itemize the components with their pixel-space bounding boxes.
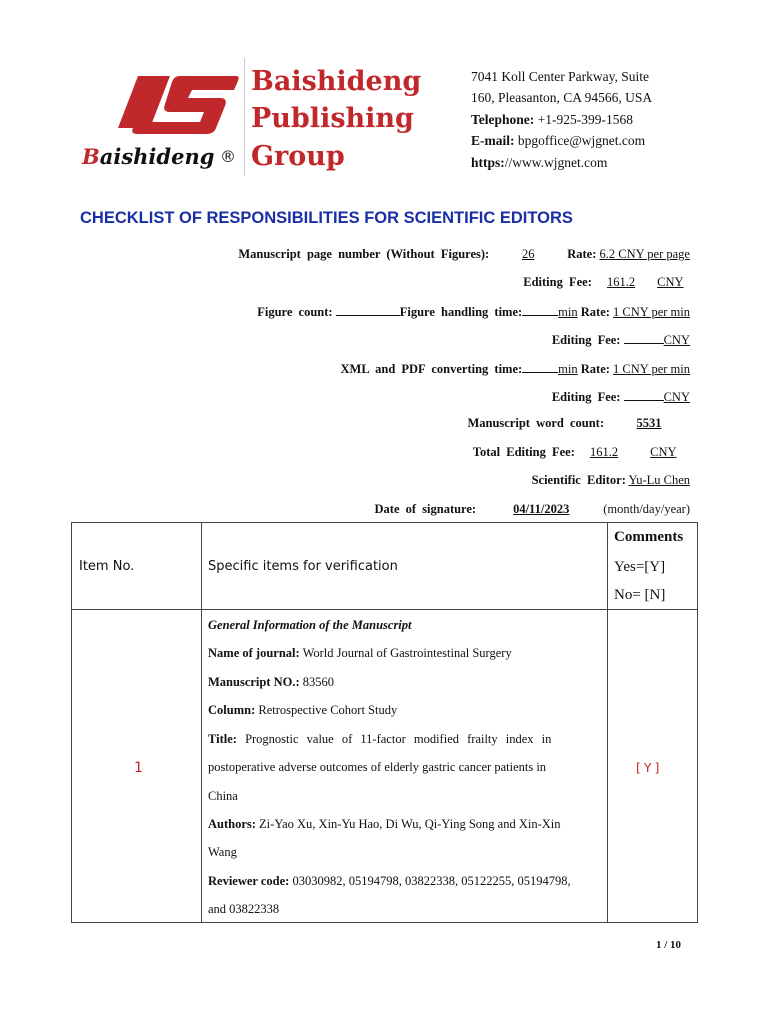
telephone-value: +1-925-399-1568 [537, 112, 633, 127]
row-comment-value: [Y] [636, 760, 663, 775]
logo-divider [244, 58, 245, 176]
column-line [208, 704, 397, 717]
figure-count-label: Figure count: [257, 305, 333, 319]
editing-fee-value: 161.2 CNY [607, 275, 684, 289]
authors-line-2: Wang [208, 845, 237, 859]
editing-fee-2-value [624, 332, 664, 344]
authors-line-1: Authors: Zi-Yao Xu, Xin-Yu Hao, Di Wu, Qi-Ying Song and Xin-Xin [208, 817, 561, 831]
website-link[interactable]: //www.wjgnet.com [504, 155, 608, 170]
row-section-title: General Information of the Manuscript [208, 618, 412, 632]
figure-handling-label: Figure handling time: [399, 305, 523, 319]
journal-label: Name of journal: [208, 646, 300, 660]
header-yes: Yes=[Y] [614, 559, 666, 575]
logo-wordmark: Baishideng [82, 144, 215, 169]
registered-trademark-icon: ® [220, 147, 236, 166]
column-value: Retrospective Cohort Study [258, 703, 398, 717]
verification-table [71, 522, 698, 923]
baishideng-logo-icon [108, 70, 240, 142]
word-count-label: Manuscript word count: [467, 416, 604, 430]
header-comments: Comments [614, 529, 684, 545]
authors-label: Authors: [208, 817, 256, 831]
signature-date-line [375, 503, 691, 516]
header-item-no: Item No. [79, 559, 135, 574]
signature-date-label: Date of signature: [374, 502, 477, 516]
reviewer-code-label: Reviewer code: [208, 874, 290, 888]
manuscript-no-line [208, 676, 334, 689]
email-link[interactable]: bpgoffice@wjgnet.com [517, 133, 646, 148]
signature-date-value: 04/11/2023 [513, 502, 570, 516]
xml-pdf-label: XML and PDF converting time: [340, 362, 523, 376]
editing-fee-label: Editing Fee: [523, 275, 592, 289]
figure-rate-value: 1 CNY per min [613, 305, 690, 319]
editing-fee-line-3: Editing Fee: CNY [551, 390, 690, 404]
word-count-line [467, 417, 694, 430]
telephone-label: Telephone: [471, 112, 535, 127]
total-fee-line [473, 446, 690, 459]
figure-min-unit: min [558, 305, 578, 319]
figure-line: Figure count: Figure handling time: min Rate: 1 CNY per min [257, 305, 690, 319]
xml-pdf-line: XML and PDF converting time: min Rate: 1 CNY per min [340, 362, 690, 376]
xml-rate-value: 1 CNY per min [613, 362, 690, 376]
figure-count-value [336, 304, 400, 316]
header-specific-items: Specific items for verification [208, 559, 398, 574]
total-fee-value: 161.2 CNY [590, 445, 677, 459]
page-number: 1 / 10 [656, 939, 682, 951]
logo-text-line2: Publishing [251, 103, 414, 134]
website-line [471, 156, 607, 170]
row-number: 1 [134, 760, 143, 776]
rate-label: Rate: [567, 247, 597, 261]
journal-value: World Journal of Gastrointestinal Surgery [302, 646, 512, 660]
manuscript-no-value: 83560 [302, 675, 335, 689]
email-label: E-mail: [471, 133, 515, 148]
address-line-1: 7041 Koll Center Parkway, Suite [471, 69, 649, 84]
manuscript-title-line-3: China [208, 789, 238, 803]
journal-line [208, 647, 512, 660]
scientific-editor-line [532, 474, 690, 487]
manuscript-no-label: Manuscript NO.: [208, 675, 300, 689]
reviewer-code-line-1: Reviewer code: 03030982, 05194798, 03822338, 05122255, 05194798, [208, 874, 571, 888]
manuscript-pages-value: 26 [521, 247, 535, 261]
manuscript-rate-value: 6.2 CNY per page [599, 247, 690, 261]
manuscript-pages-label: Manuscript page number (Without Figures): [238, 247, 490, 261]
scientific-editor-value: Yu-Lu Chen [628, 473, 690, 487]
header-no: No= [N] [614, 587, 666, 603]
email-line [471, 134, 645, 148]
editing-fee-line-2: Editing Fee: CNY [551, 333, 690, 347]
logo-text-line3: Group [251, 141, 345, 172]
editing-fee-line-1 [523, 276, 690, 289]
word-count-value: 5531 [636, 416, 662, 430]
website-label: https: [471, 155, 505, 170]
reviewer-code-line-2: and 03822338 [208, 902, 280, 916]
manuscript-pages-line [238, 248, 690, 261]
column-label: Column: [208, 703, 256, 717]
address-line-2: 160, Pleasanton, CA 94566, USA [471, 90, 653, 105]
manuscript-title-line-2: postoperative adverse outcomes of elderly gastric cancer patients in [208, 760, 547, 774]
date-format-hint: (month/day/year) [603, 502, 690, 516]
editing-fee-3-value [624, 389, 664, 401]
page-title: CHECKLIST OF RESPONSIBILITIES FOR SCIENTIFIC EDITORS [80, 209, 573, 227]
manuscript-title-label: Title: [208, 732, 237, 746]
manuscript-title-line-1: Title: Prognostic value of 11-factor modified frailty index in [208, 732, 552, 746]
telephone-line [471, 113, 633, 127]
total-fee-label: Total Editing Fee: [472, 445, 575, 459]
scientific-editor-label: Scientific Editor: [531, 473, 626, 487]
logo-text-line1: Baishideng [251, 66, 422, 97]
